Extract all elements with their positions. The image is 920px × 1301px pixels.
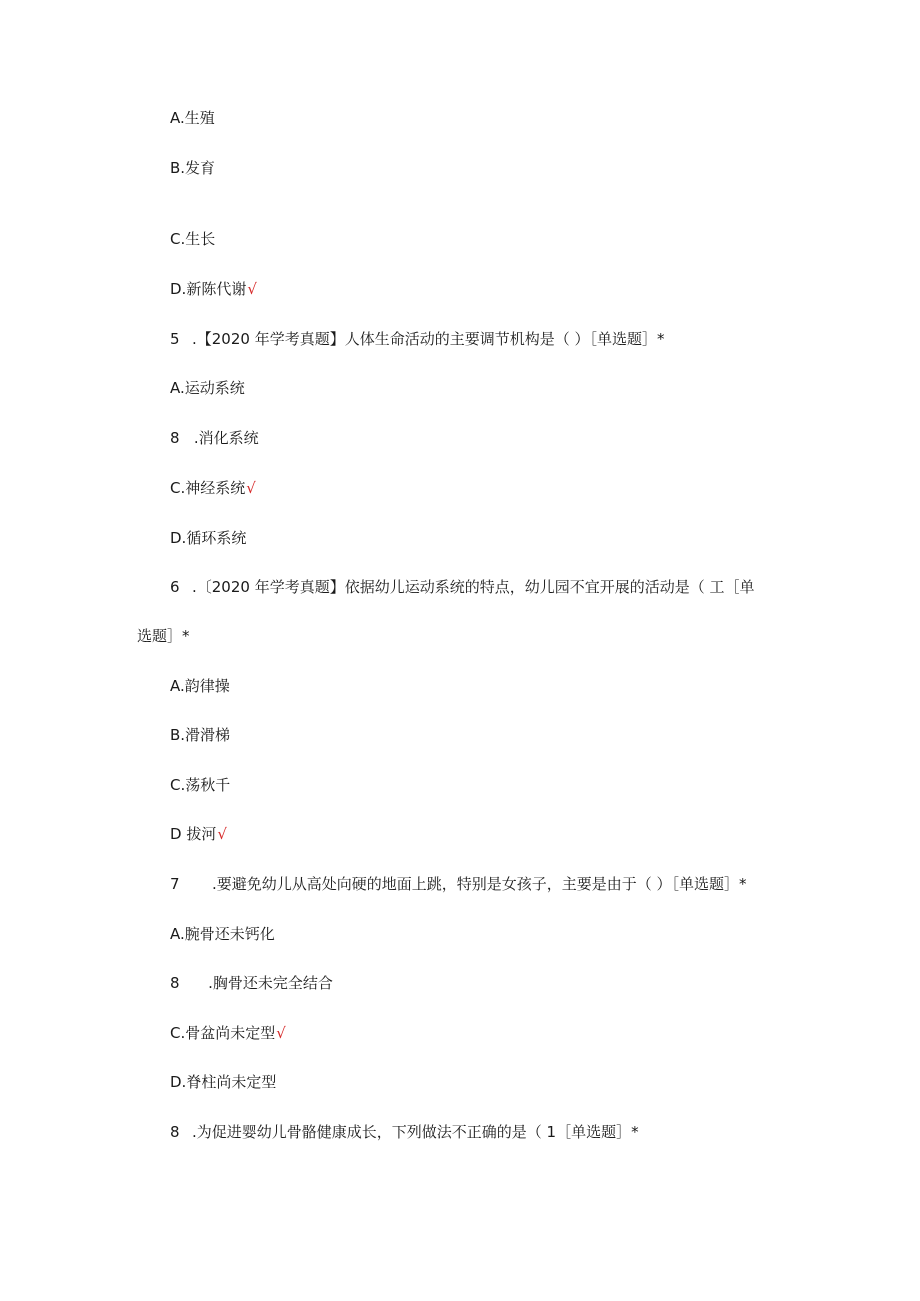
option-q7-b: 8 .胸骨还未完全结合 xyxy=(170,974,333,992)
question-text: .为促进婴幼儿骨骼健康成长，下列做法不正确的是（ 1［单选题］* xyxy=(192,1123,639,1141)
correct-check-mark: √ xyxy=(247,280,257,298)
question-text: .要避免幼儿从高处向硬的地面上跳，特别是女孩子，主要是由于（ ）［单选题］* xyxy=(212,875,747,893)
option-q6-c: C.荡秋千 xyxy=(170,776,231,794)
option-q7-a: A.腕骨还未钙化 xyxy=(170,925,275,943)
correct-check-mark: √ xyxy=(217,825,227,843)
option-q6-a: A.韵律操 xyxy=(170,677,230,695)
question-number: 5 xyxy=(170,330,180,348)
option-q4-d: D.新陈代谢√ xyxy=(170,280,257,298)
question-number: 7 xyxy=(170,875,180,893)
question-6 xyxy=(170,577,754,597)
option-q5-b: 8 .消化系统 xyxy=(170,429,259,447)
correct-check-mark: √ xyxy=(276,1024,286,1042)
option-q6-d: D 拔河√ xyxy=(170,825,227,843)
option-q6-b: B.滑滑梯 xyxy=(170,726,231,744)
question-6-continuation: 选题］* xyxy=(137,627,190,645)
option-q5-c: C.神经系统√ xyxy=(170,479,256,497)
question-7 xyxy=(170,874,747,894)
option-q5-d: D.循环系统 xyxy=(170,529,247,547)
option-q5-a: A.运动系统 xyxy=(170,379,245,397)
question-text: .【2020 年学考真题】人体生命活动的主要调节机构是（ ）［单选题］* xyxy=(192,330,665,348)
correct-check-mark: √ xyxy=(246,479,256,497)
question-number: 6 xyxy=(170,578,180,596)
option-q4-b: B.发育 xyxy=(170,159,216,177)
question-text: .〔2020 年学考真题】依据幼儿运动系统的特点，幼儿园不宜开展的活动是（ 工［单 xyxy=(192,578,755,596)
question-5 xyxy=(170,329,664,349)
option-q7-d: D.脊柱尚未定型 xyxy=(170,1073,277,1091)
question-8 xyxy=(170,1122,639,1142)
option-q7-c: C.骨盆尚未定型√ xyxy=(170,1024,286,1042)
option-q4-a: A.生殖 xyxy=(170,109,215,127)
question-number: 8 xyxy=(170,1123,180,1141)
option-q4-c: C.生长 xyxy=(170,230,216,248)
